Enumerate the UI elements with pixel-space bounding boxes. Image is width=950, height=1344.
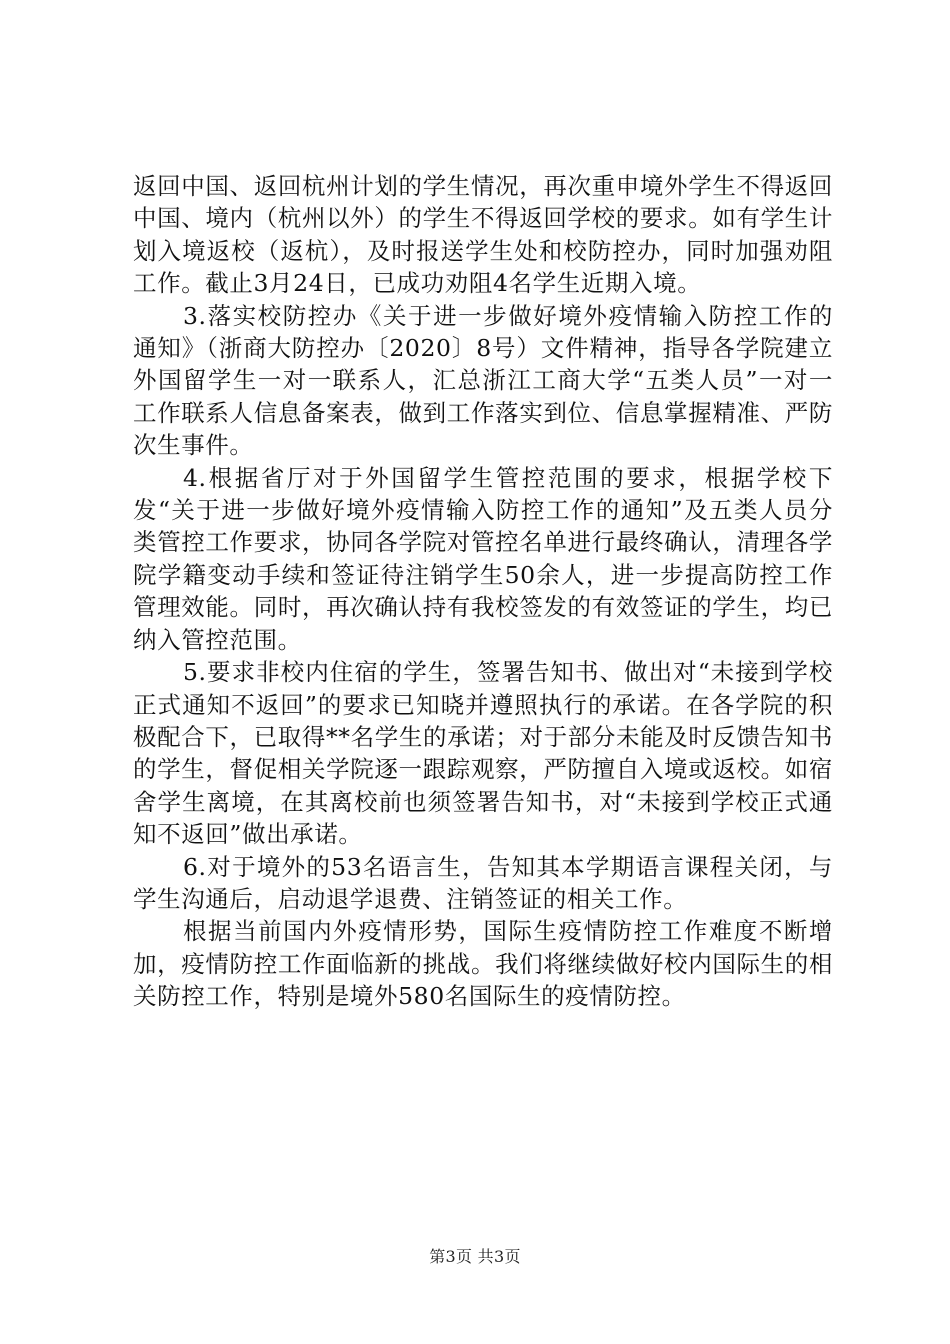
paragraph-item-3: 3.落实校防控办《关于进一步做好境外疫情输入防控工作的通知》（浙商大防控办〔2020〕8号）文件精神，指导各学院建立外国留学生一对一联系人，汇总浙江工商大学“五类人员”一对一工作联系人信息备案表，做到工作落实到位、信息掌握精准、严防次生事件。 (133, 301, 833, 460)
paragraph-item-4: 4.根据省厅对于外国留学生管控范围的要求，根据学校下发“关于进一步做好境外疫情输入防控工作的通知”及五类人员分类管控工作要求，协同各学院对管控名单进行最终确认，清理各学院学籍变动手续和签证待注销学生50余人，进一步提高防控工作管理效能。同时，再次确认持有我校签发的有效签证的学生，均已纳入管控范围。 (133, 463, 833, 654)
paragraph-item-5: 5.要求非校内住宿的学生，签署告知书、做出对“未接到学校正式通知不返回”的要求已知晓并遵照执行的承诺。在各学院的积极配合下，已取得**名学生的承诺；对于部分未能及时反馈告知书的学生，督促相关学院逐一跟踪观察，严防擅自入境或返校。如宿舍学生离境，在其离校前也须签署告知书，对“未接到学校正式通知不返回”做出承诺。 (133, 658, 833, 849)
paragraph-item-6: 6.对于境外的53名语言生，告知其本学期语言课程关闭，与学生沟通后，启动退学退费、注销签证的相关工作。 (133, 852, 833, 913)
page-footer: 第3页 共3页 (429, 1247, 521, 1266)
document-body (133, 170, 833, 1013)
paragraph-conclusion: 根据当前国内外疫情形势，国际生疫情防控工作难度不断增加，疫情防控工作面临新的挑战。我们将继续做好校内国际生的相关防控工作，特别是境外580名国际生的疫情防控。 (133, 917, 833, 1011)
paragraph-continuation: 返回中国、返回杭州计划的学生情况，再次重申境外学生不得返回中国、境内（杭州以外）的学生不得返回学校的要求。如有学生计划入境返校（返杭），及时报送学生处和校防控办，同时加强劝阻工作。截止3月24日，已成功劝阻4名学生近期入境。 (133, 172, 833, 298)
